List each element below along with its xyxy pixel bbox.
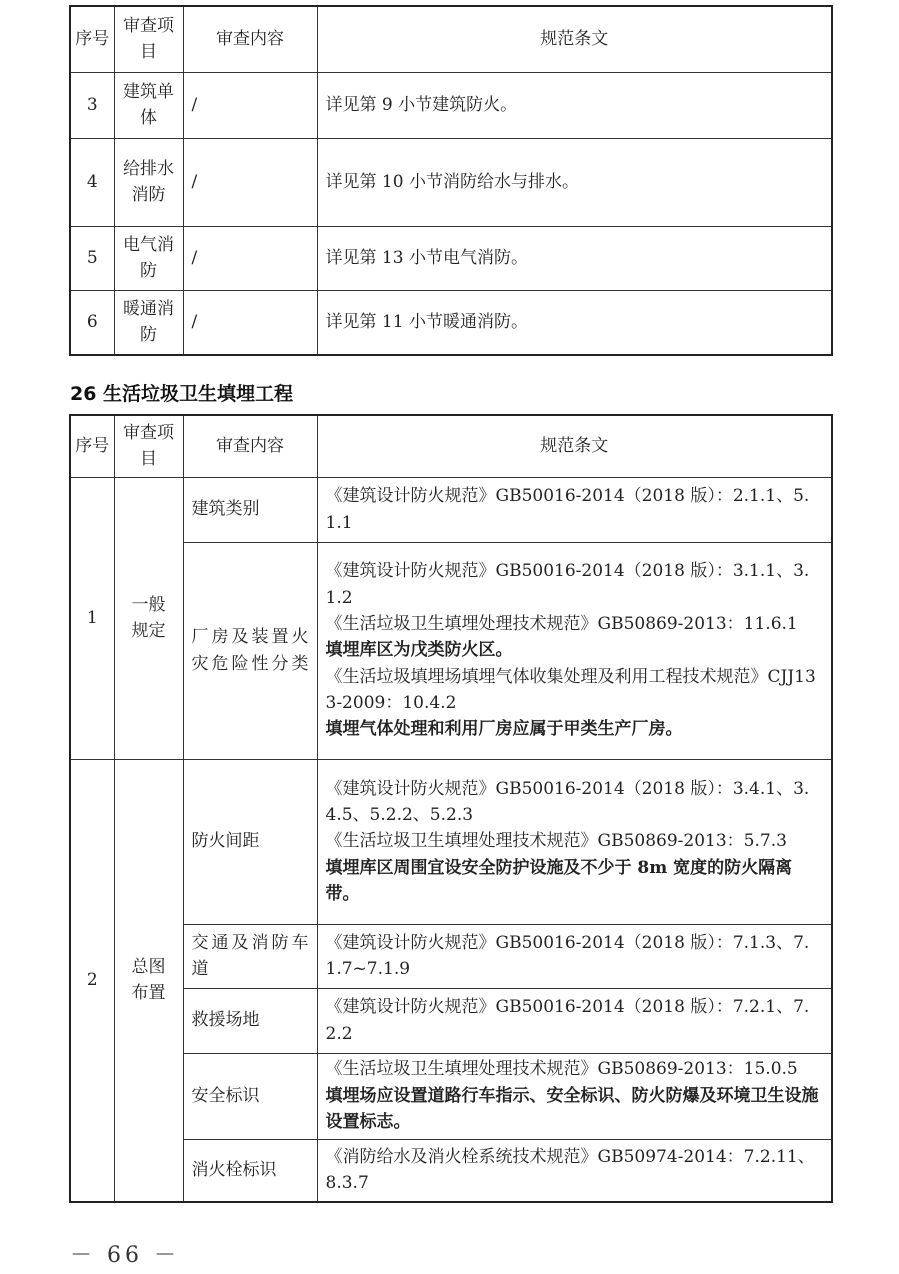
row-spec: [317, 1053, 832, 1139]
spec-line-bold: 填埋气体处理和利用厂房应属于甲类生产厂房。: [325, 719, 683, 740]
row-no: 3: [70, 72, 114, 138]
row-content: 交通及消防车道: [183, 924, 317, 988]
group-item: 一般规定: [114, 477, 183, 759]
header-item: 审查项目: [114, 6, 183, 72]
row-spec: 详见第 9 小节建筑防火。: [317, 72, 832, 138]
table-row: [70, 542, 832, 759]
spec-line: 《生活垃圾卫生填埋处理技术规范》GB50869-2013：11.6.1: [325, 613, 798, 634]
row-item: 建筑单体: [114, 72, 183, 138]
row-item: 给排水消防: [114, 138, 183, 226]
table-row: [70, 72, 832, 138]
row-spec: 详见第 13 小节电气消防。: [317, 226, 832, 290]
spec-line: 《生活垃圾填埋场填埋气体收集处理及利用工程技术规范》CJJ133-2009：10.4.2: [325, 666, 816, 714]
header-content: 审查内容: [183, 415, 317, 477]
spec-line: 《生活垃圾卫生填埋处理技术规范》GB50869-2013：15.0.5: [325, 1059, 798, 1080]
spec-line: 《生活垃圾卫生填埋处理技术规范》GB50869-2013：5.7.3: [325, 831, 787, 852]
table-header-row: [70, 6, 832, 72]
row-spec: 详见第 11 小节暖通消防。: [317, 290, 832, 355]
group-no: 2: [70, 759, 114, 1202]
row-item: 电气消防: [114, 226, 183, 290]
group-item: 总图布置: [114, 759, 183, 1202]
spec-line-bold: 填埋库区为戊类防火区。: [325, 640, 513, 661]
row-spec: [317, 542, 832, 759]
spec-line-bold: 填埋场应设置道路行车指示、安全标识、防火防爆及环境卫生设施设置标志。: [325, 1085, 819, 1133]
page-number: － 66 －: [70, 1243, 180, 1268]
spec-line: 《建筑设计防火规范》GB50016-2014（2018 版）：7.1.3、7.1.7~7.1.9: [325, 932, 810, 979]
row-content: 救援场地: [183, 988, 317, 1053]
table-row: [70, 477, 832, 542]
spec-line: 《消防给水及消火栓系统技术规范》GB50974-2014：7.2.11、8.3.7: [325, 1146, 815, 1194]
table-row: [70, 138, 832, 226]
row-no: 4: [70, 138, 114, 226]
review-table-continued: [69, 5, 833, 356]
table-row: [70, 988, 832, 1053]
spec-line: 《建筑设计防火规范》GB50016-2014（2018 版）：2.1.1、5.1.1: [325, 486, 810, 533]
table-row: [70, 290, 832, 355]
row-content: 厂房及装置火灾危险性分类: [183, 542, 317, 759]
table-row: [70, 1139, 832, 1202]
row-spec: [317, 759, 832, 924]
row-content: /: [183, 290, 317, 355]
table-header-row: [70, 415, 832, 477]
header-no: 序号: [70, 6, 114, 72]
header-spec: 规范条文: [317, 6, 832, 72]
spec-line: 《建筑设计防火规范》GB50016-2014（2018 版）：3.4.1、3.4.5、5.2.2、5.2.3: [325, 778, 810, 825]
spec-line-bold: 填埋库区周围宜设安全防护设施及不少于 8m 宽度的防火隔离带。: [325, 857, 793, 905]
row-spec: [317, 477, 832, 542]
row-content: /: [183, 138, 317, 226]
spec-line: 《建筑设计防火规范》GB50016-2014（2018 版）：7.2.1、7.2.2: [325, 997, 810, 1044]
table-row: [70, 1053, 832, 1139]
spec-line: 《建筑设计防火规范》GB50016-2014（2018 版）：3.1.1、3.1.2: [325, 561, 810, 608]
row-spec: 详见第 10 小节消防给水与排水。: [317, 138, 832, 226]
row-no: 5: [70, 226, 114, 290]
row-item: 暖通消防: [114, 290, 183, 355]
row-content: /: [183, 72, 317, 138]
review-table-landfill: [69, 414, 833, 1203]
row-spec: [317, 1139, 832, 1202]
row-spec: [317, 988, 832, 1053]
table-row: [70, 759, 832, 924]
header-item: 审查项目: [114, 415, 183, 477]
row-content: 消火栓标识: [183, 1139, 317, 1202]
header-no: 序号: [70, 415, 114, 477]
header-spec: 规范条文: [317, 415, 832, 477]
row-no: 6: [70, 290, 114, 355]
row-content: 建筑类别: [183, 477, 317, 542]
row-content: 防火间距: [183, 759, 317, 924]
section-title: 26 生活垃圾卫生填埋工程: [70, 383, 294, 405]
row-content: /: [183, 226, 317, 290]
header-content: 审查内容: [183, 6, 317, 72]
table-row: [70, 924, 832, 988]
row-content: 安全标识: [183, 1053, 317, 1139]
table-row: [70, 226, 832, 290]
group-no: 1: [70, 477, 114, 759]
row-spec: [317, 924, 832, 988]
